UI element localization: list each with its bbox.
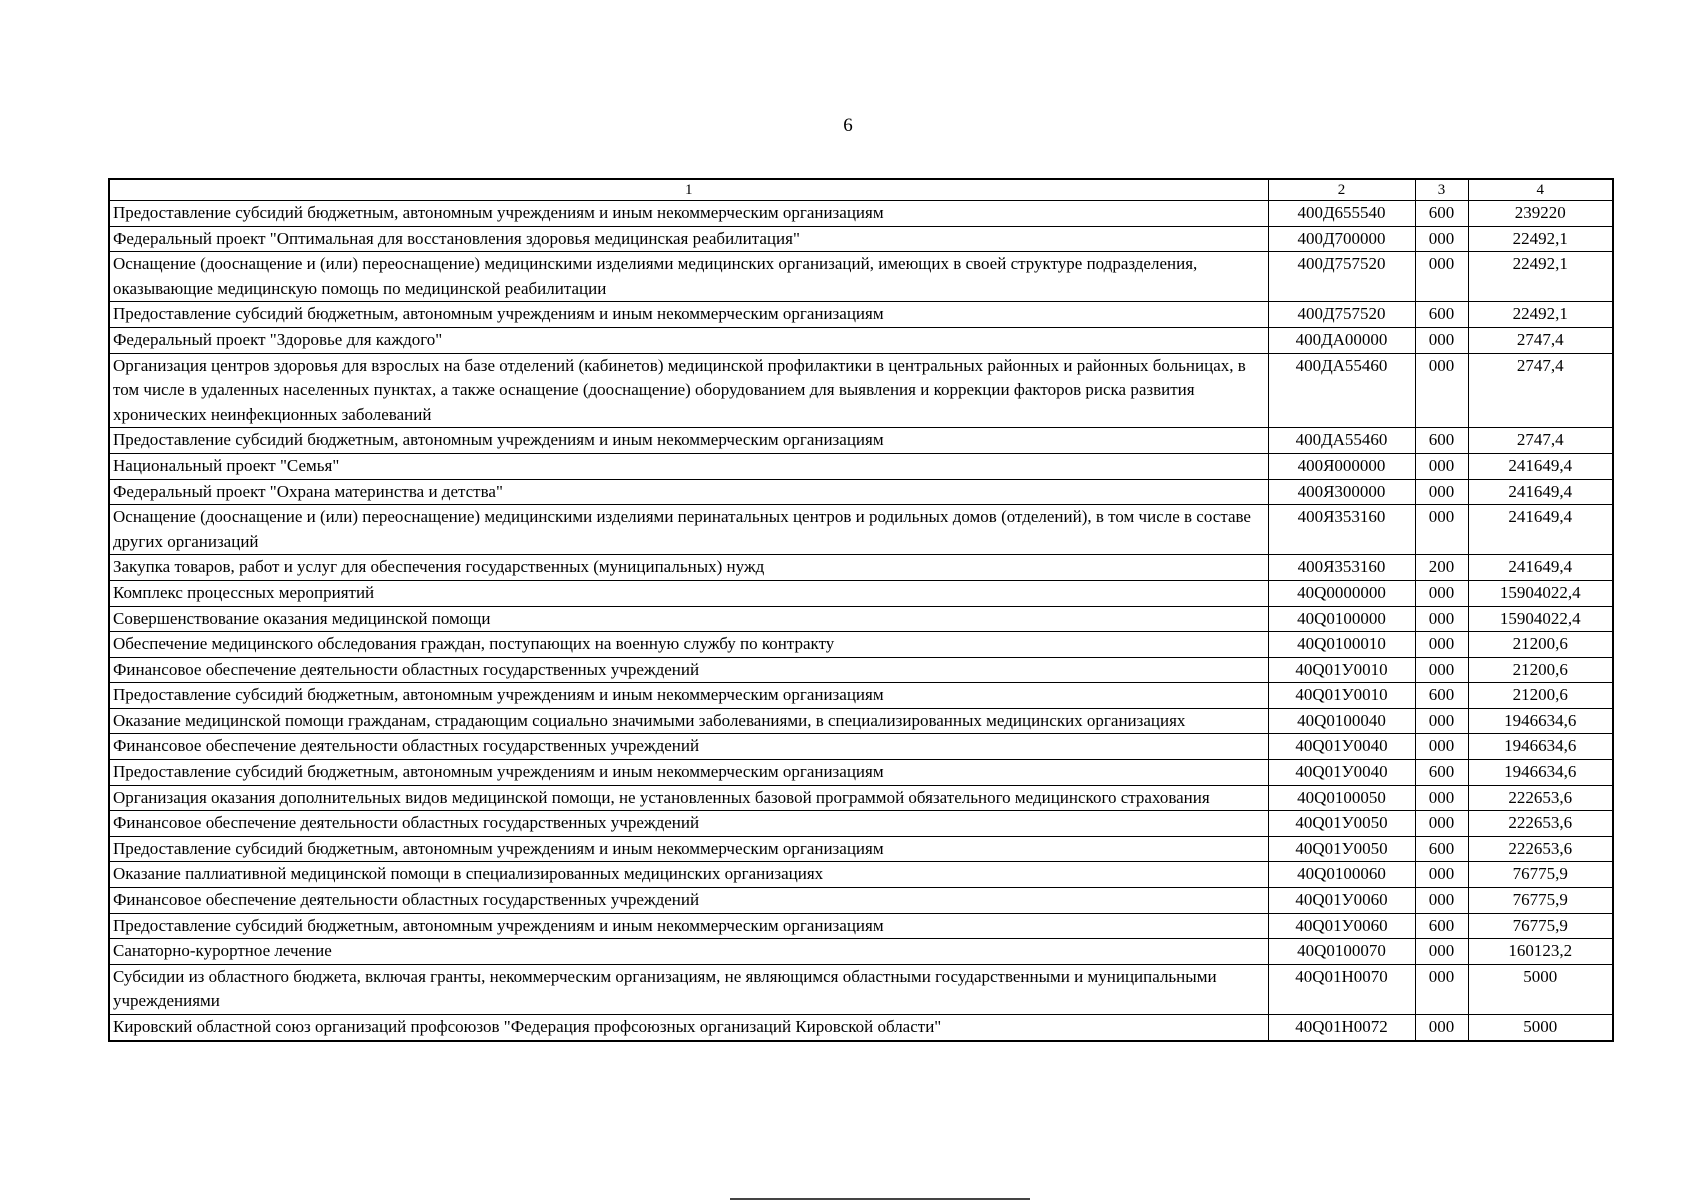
- row-name-cell: Предоставление субсидий бюджетным, автономным учреждениям и иным некоммерческим организациям: [109, 201, 1268, 227]
- table-row: [109, 785, 1613, 811]
- row-code-cell: 400Д757520: [1268, 302, 1415, 328]
- table-row: [109, 657, 1613, 683]
- table-row: [109, 734, 1613, 760]
- row-type-cell: 000: [1415, 353, 1468, 428]
- budget-table: [108, 178, 1614, 1042]
- row-amount-cell: 21200,6: [1468, 683, 1613, 709]
- row-name-cell: Организация оказания дополнительных видов медицинской помощи, не установленных базовой программой обязательного медицинского страхования: [109, 785, 1268, 811]
- row-amount-cell: 22492,1: [1468, 252, 1613, 302]
- row-amount-cell: 21200,6: [1468, 632, 1613, 658]
- table-row: [109, 913, 1613, 939]
- row-type-cell: 000: [1415, 1015, 1468, 1041]
- row-code-cell: 40Q01У0010: [1268, 683, 1415, 709]
- table-row: [109, 862, 1613, 888]
- table-row: [109, 555, 1613, 581]
- row-name-cell: Федеральный проект "Охрана материнства и детства": [109, 479, 1268, 505]
- table-row: [109, 453, 1613, 479]
- row-type-cell: 000: [1415, 785, 1468, 811]
- row-amount-cell: 5000: [1468, 964, 1613, 1014]
- row-name-cell: Предоставление субсидий бюджетным, автономным учреждениям и иным некоммерческим организациям: [109, 302, 1268, 328]
- row-amount-cell: 241649,4: [1468, 453, 1613, 479]
- header-col-2: 2: [1268, 179, 1415, 201]
- row-type-cell: 600: [1415, 302, 1468, 328]
- table-row: [109, 353, 1613, 428]
- row-name-cell: Совершенствование оказания медицинской помощи: [109, 606, 1268, 632]
- row-type-cell: 600: [1415, 428, 1468, 454]
- row-code-cell: 40Q0100000: [1268, 606, 1415, 632]
- table-row: [109, 939, 1613, 965]
- row-amount-cell: 222653,6: [1468, 785, 1613, 811]
- row-code-cell: 40Q01У0060: [1268, 888, 1415, 914]
- row-amount-cell: 1946634,6: [1468, 734, 1613, 760]
- row-name-cell: Комплекс процессных мероприятий: [109, 580, 1268, 606]
- row-name-cell: Предоставление субсидий бюджетным, автономным учреждениям и иным некоммерческим организациям: [109, 836, 1268, 862]
- row-code-cell: 400Я300000: [1268, 479, 1415, 505]
- row-code-cell: 40Q01У0060: [1268, 913, 1415, 939]
- table-row: [109, 683, 1613, 709]
- row-code-cell: 40Q0000000: [1268, 580, 1415, 606]
- table-row: [109, 252, 1613, 302]
- row-name-cell: Организация центров здоровья для взрослых на базе отделений (кабинетов) медицинской профилактики в центральных районных и районных больницах, в том числе в удаленных населенных пунктах, а также оснащение (дооснащение) оборудованием для выявления и коррекции факторов риска развития хронических неинфекционных заболеваний: [109, 353, 1268, 428]
- row-name-cell: Федеральный проект "Оптимальная для восстановления здоровья медицинская реабилитация": [109, 226, 1268, 252]
- table-row: [109, 836, 1613, 862]
- row-type-cell: 600: [1415, 201, 1468, 227]
- row-type-cell: 000: [1415, 606, 1468, 632]
- row-code-cell: 400Я353160: [1268, 505, 1415, 555]
- row-amount-cell: 76775,9: [1468, 913, 1613, 939]
- table-row: [109, 606, 1613, 632]
- row-amount-cell: 1946634,6: [1468, 760, 1613, 786]
- row-name-cell: Финансовое обеспечение деятельности областных государственных учреждений: [109, 811, 1268, 837]
- row-type-cell: 000: [1415, 708, 1468, 734]
- row-code-cell: 400Д655540: [1268, 201, 1415, 227]
- row-code-cell: 400ДА00000: [1268, 327, 1415, 353]
- row-amount-cell: 15904022,4: [1468, 606, 1613, 632]
- table-row: [109, 201, 1613, 227]
- row-name-cell: Кировский областной союз организаций профсоюзов "Федерация профсоюзных организаций Кировской области": [109, 1015, 1268, 1041]
- row-name-cell: Закупка товаров, работ и услуг для обеспечения государственных (муниципальных) нужд: [109, 555, 1268, 581]
- row-code-cell: 40Q0100060: [1268, 862, 1415, 888]
- row-amount-cell: 2747,4: [1468, 327, 1613, 353]
- table-row: [109, 811, 1613, 837]
- row-name-cell: Финансовое обеспечение деятельности областных государственных учреждений: [109, 734, 1268, 760]
- row-type-cell: 000: [1415, 226, 1468, 252]
- row-amount-cell: 241649,4: [1468, 555, 1613, 581]
- row-code-cell: 400Я000000: [1268, 453, 1415, 479]
- row-amount-cell: 2747,4: [1468, 428, 1613, 454]
- table-row: [109, 580, 1613, 606]
- row-amount-cell: 2747,4: [1468, 353, 1613, 428]
- table-row: [109, 1015, 1613, 1041]
- row-name-cell: Субсидии из областного бюджета, включая гранты, некоммерческим организациям, не являющимся областными государственными и муниципальными учреждениями: [109, 964, 1268, 1014]
- row-type-cell: 000: [1415, 580, 1468, 606]
- row-code-cell: 40Q0100070: [1268, 939, 1415, 965]
- row-amount-cell: 22492,1: [1468, 302, 1613, 328]
- row-amount-cell: 76775,9: [1468, 888, 1613, 914]
- row-type-cell: 600: [1415, 836, 1468, 862]
- row-name-cell: Обеспечение медицинского обследования граждан, поступающих на военную службу по контракту: [109, 632, 1268, 658]
- row-name-cell: Оказание паллиативной медицинской помощи в специализированных медицинских организациях: [109, 862, 1268, 888]
- row-name-cell: Финансовое обеспечение деятельности областных государственных учреждений: [109, 657, 1268, 683]
- row-code-cell: 40Q01У0050: [1268, 836, 1415, 862]
- row-type-cell: 000: [1415, 632, 1468, 658]
- page-number: 6: [843, 115, 853, 136]
- row-name-cell: Оснащение (дооснащение и (или) переоснащение) медицинскими изделиями перинатальных центров и родильных домов (отделений), в том числе в составе других организаций: [109, 505, 1268, 555]
- row-code-cell: 400ДА55460: [1268, 428, 1415, 454]
- row-name-cell: Оснащение (дооснащение и (или) переоснащение) медицинскими изделиями медицинских организаций, имеющих в своей структуре подразделения, оказывающие медицинскую помощь по медицинской реабилитации: [109, 252, 1268, 302]
- row-type-cell: 000: [1415, 479, 1468, 505]
- table-row: [109, 888, 1613, 914]
- row-code-cell: 400Д700000: [1268, 226, 1415, 252]
- row-amount-cell: 76775,9: [1468, 862, 1613, 888]
- row-type-cell: 000: [1415, 327, 1468, 353]
- row-code-cell: 400ДА55460: [1268, 353, 1415, 428]
- row-type-cell: 000: [1415, 939, 1468, 965]
- table-body: [109, 201, 1613, 1041]
- row-name-cell: Оказание медицинской помощи гражданам, страдающим социально значимыми заболеваниями, в специализированных медицинских организациях: [109, 708, 1268, 734]
- table-row: [109, 708, 1613, 734]
- row-amount-cell: 22492,1: [1468, 226, 1613, 252]
- table-header: [109, 179, 1613, 201]
- table-row: [109, 327, 1613, 353]
- row-amount-cell: 21200,6: [1468, 657, 1613, 683]
- table-row: [109, 505, 1613, 555]
- row-name-cell: Санаторно-курортное лечение: [109, 939, 1268, 965]
- row-type-cell: 600: [1415, 913, 1468, 939]
- row-name-cell: Национальный проект "Семья": [109, 453, 1268, 479]
- row-code-cell: 40Q01У0010: [1268, 657, 1415, 683]
- row-type-cell: 000: [1415, 888, 1468, 914]
- row-type-cell: 000: [1415, 252, 1468, 302]
- row-amount-cell: 222653,6: [1468, 836, 1613, 862]
- row-name-cell: Предоставление субсидий бюджетным, автономным учреждениям и иным некоммерческим организациям: [109, 913, 1268, 939]
- table-row: [109, 302, 1613, 328]
- row-type-cell: 600: [1415, 760, 1468, 786]
- row-code-cell: 40Q01У0040: [1268, 760, 1415, 786]
- row-type-cell: 000: [1415, 453, 1468, 479]
- table-row: [109, 226, 1613, 252]
- row-type-cell: 000: [1415, 811, 1468, 837]
- row-amount-cell: 15904022,4: [1468, 580, 1613, 606]
- row-type-cell: 000: [1415, 964, 1468, 1014]
- table-row: [109, 479, 1613, 505]
- row-amount-cell: 160123,2: [1468, 939, 1613, 965]
- row-type-cell: 000: [1415, 862, 1468, 888]
- row-code-cell: 400Я353160: [1268, 555, 1415, 581]
- row-code-cell: 40Q01Н0072: [1268, 1015, 1415, 1041]
- row-amount-cell: 241649,4: [1468, 479, 1613, 505]
- header-row: [109, 179, 1613, 201]
- row-amount-cell: 222653,6: [1468, 811, 1613, 837]
- row-name-cell: Предоставление субсидий бюджетным, автономным учреждениям и иным некоммерческим организациям: [109, 683, 1268, 709]
- row-type-cell: 000: [1415, 505, 1468, 555]
- row-code-cell: 400Д757520: [1268, 252, 1415, 302]
- row-type-cell: 000: [1415, 734, 1468, 760]
- row-code-cell: 40Q0100010: [1268, 632, 1415, 658]
- row-name-cell: Предоставление субсидий бюджетным, автономным учреждениям и иным некоммерческим организациям: [109, 428, 1268, 454]
- table-row: [109, 760, 1613, 786]
- row-type-cell: 200: [1415, 555, 1468, 581]
- row-amount-cell: 239220: [1468, 201, 1613, 227]
- row-name-cell: Предоставление субсидий бюджетным, автономным учреждениям и иным некоммерческим организациям: [109, 760, 1268, 786]
- header-col-1: 1: [109, 179, 1268, 201]
- header-col-3: 3: [1415, 179, 1468, 201]
- row-code-cell: 40Q0100040: [1268, 708, 1415, 734]
- table-row: [109, 428, 1613, 454]
- row-code-cell: 40Q01У0040: [1268, 734, 1415, 760]
- row-type-cell: 000: [1415, 657, 1468, 683]
- table-row: [109, 964, 1613, 1014]
- table-row: [109, 632, 1613, 658]
- row-amount-cell: 5000: [1468, 1015, 1613, 1041]
- row-code-cell: 40Q01Н0070: [1268, 964, 1415, 1014]
- row-amount-cell: 241649,4: [1468, 505, 1613, 555]
- row-code-cell: 40Q0100050: [1268, 785, 1415, 811]
- row-name-cell: Финансовое обеспечение деятельности областных государственных учреждений: [109, 888, 1268, 914]
- row-amount-cell: 1946634,6: [1468, 708, 1613, 734]
- row-name-cell: Федеральный проект "Здоровье для каждого": [109, 327, 1268, 353]
- row-type-cell: 600: [1415, 683, 1468, 709]
- row-code-cell: 40Q01У0050: [1268, 811, 1415, 837]
- header-col-4: 4: [1468, 179, 1613, 201]
